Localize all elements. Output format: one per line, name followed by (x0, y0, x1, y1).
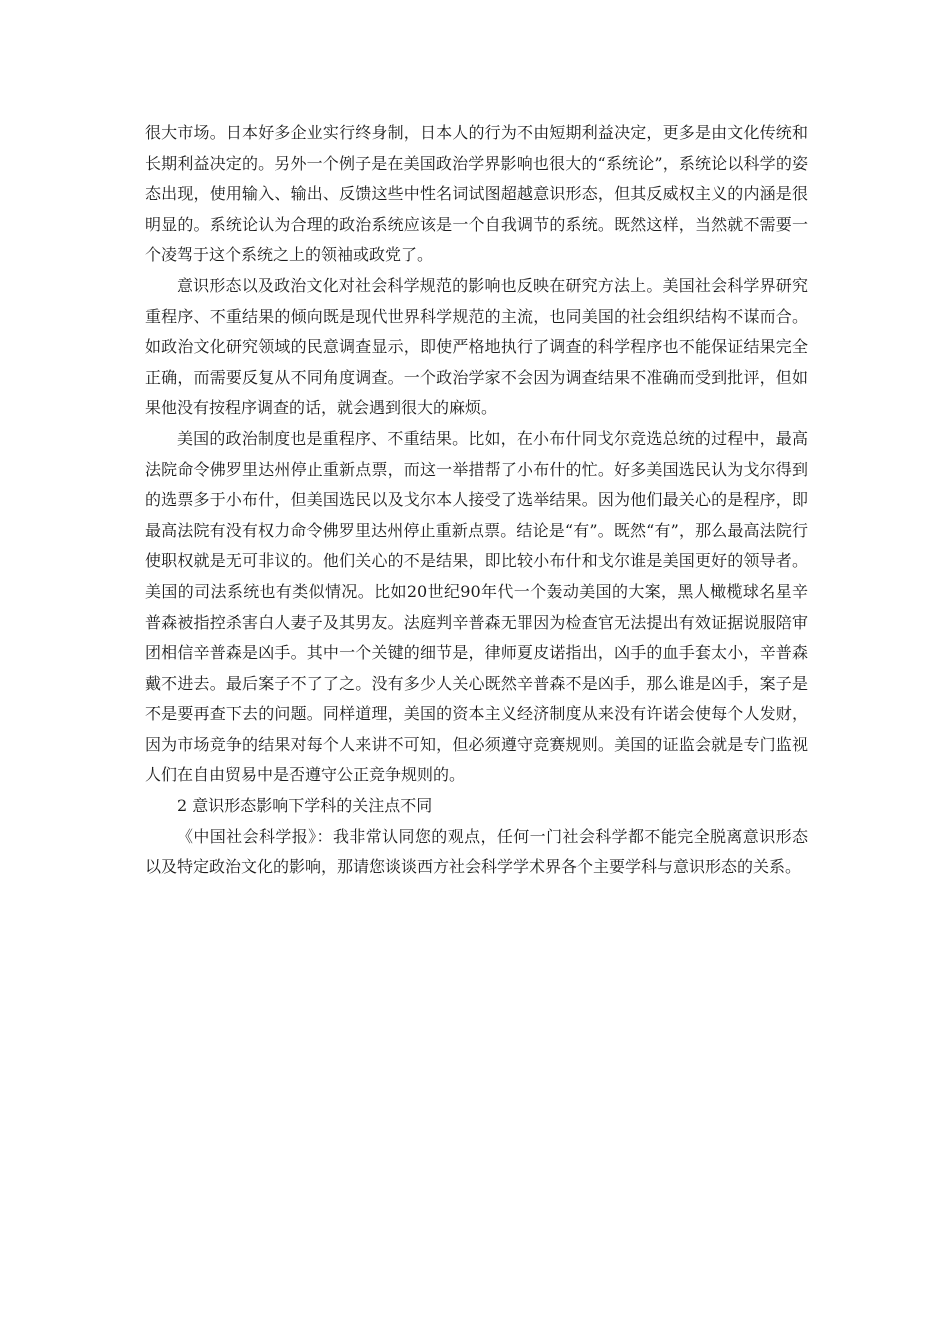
paragraph-continuation: 很大市场。日本好多企业实行终身制，日本人的行为不由短期利益决定，更多是由文化传统和长期利益决定的。另外一个例子是在美国政治学界影响也很大的“系统论”，系统论以科学的姿态出现，使用输入、输出、反馈这些中性名词试图超越意识形态，但其反威权主义的内涵是很明显的。系统论认为合理的政治系统应该是一个自我调节的系统。既然这样，当然就不需要一个凌驾于这个系统之上的领袖或政党了。 (145, 123, 808, 265)
section-heading: 2 意识形态影响下学科的关注点不同 (177, 796, 433, 816)
document-body (145, 118, 808, 883)
paragraph-research-methods: 意识形态以及政治文化对社会科学规范的影响也反映在研究方法上。美国社会科学界研究重程序、不重结果的倾向既是现代世界科学规范的主流，也同美国的社会组织结构不谋而合。如政治文化研究领域的民意调查显示，即使严格地执行了调查的科学程序也不能保证结果完全正确，而需要反复从不同角度调查。一个政治学家不会因为调查结果不准确而受到批评，但如果他没有按程序调查的话，就会遇到很大的麻烦。 (145, 275, 808, 418)
paragraph-political-system: 美国的政治制度也是重程序、不重结果。比如，在小布什同戈尔竞选总统的过程中，最高法院命令佛罗里达州停止重新点票，而这一举措帮了小布什的忙。好多美国选民认为戈尔得到的选票多于小布什，但美国选民以及戈尔本人接受了选举结果。因为他们最关心的是程序，即最高法院有没有权力命令佛罗里达州停止重新点票。结论是“有”。既然“有”，那么最高法院行使职权就是无可非议的。他们关心的不是结果，即比较小布什和戈尔谁是美国更好的领导者。美国的司法系统也有类似情况。比如20世纪90年代一个轰动美国的大案，黑人橄榄球名星辛普森被指控杀害白人妻子及其男友。法庭判辛普森无罪因为检查官无法提出有效证据说服陪审团相信辛普森是凶手。其中一个关键的细节是，律师夏皮诺指出，凶手的血手套太小，辛普森戴不进去。最后案子不了了之。没有多少人关心既然辛普森不是凶手，那么谁是凶手，案子是不是要再查下去的问题。同样道理，美国的资本主义经济制度从来没有许诺会使每个人发财，因为市场竞争的结果对每个人来讲不可知，但必须遵守竞赛规则。美国的证监会就是专门监视人们在自由贸易中是否遵守公正竞争规则的。 (145, 428, 808, 785)
paragraph-question: 《中国社会科学报》：我非常认同您的观点，任何一门社会科学都不能完全脱离意识形态以及特定政治文化的影响，那请您谈谈西方社会科学学术界各个主要学科与意识形态的关系。 (145, 826, 808, 877)
